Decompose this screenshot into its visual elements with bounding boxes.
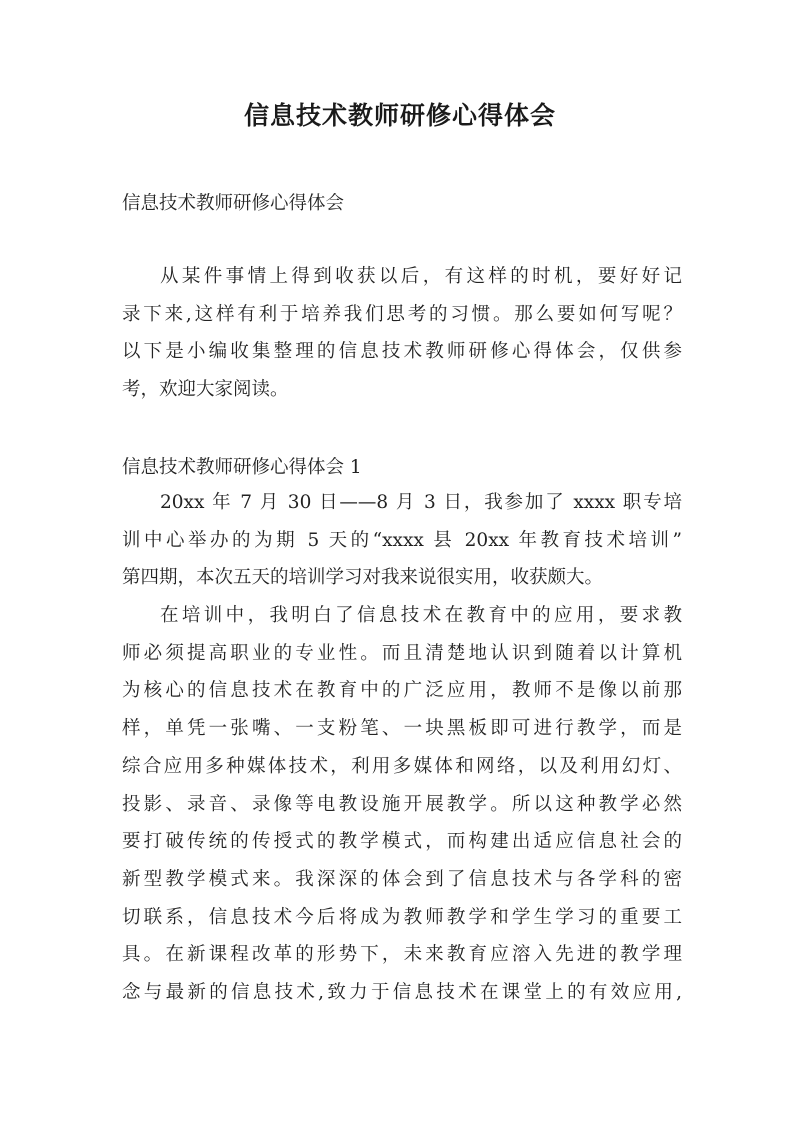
- section-body: [122, 484, 682, 1012]
- paragraph-line: 念与最新的信息技术,致力于信息技术在课堂上的有效应用,: [122, 981, 682, 1003]
- paragraph-2: [122, 597, 682, 1012]
- paragraph-line: 样，单凭一张嘴、一支粉笔、一块黑板即可进行教学，而是: [122, 718, 682, 740]
- paragraph-line: 具。在新课程改革的形势下，未来教育应溶入先进的教学理: [122, 944, 682, 966]
- intro-paragraph: [122, 258, 682, 409]
- paragraph-line: 训中心举办的为期 5 天的“xxxx 县 20xx 年教育技术培训”: [122, 529, 682, 551]
- paragraph-line: 投影、录音、录像等电教设施开展教学。所以这种教学必然: [122, 793, 682, 815]
- paragraph-line: 第四期，本次五天的培训学习对我来说很实用，收获颇大。: [122, 567, 604, 589]
- paragraph-line: 师必须提高职业的专业性。而且清楚地认识到随着以计算机: [122, 642, 682, 664]
- paragraph-line: 为核心的信息技术在教育中的广泛应用，教师不是像以前那: [122, 680, 682, 702]
- intro-line: 考，欢迎大家阅读。: [122, 379, 289, 401]
- intro-line: 录下来,这样有利于培养我们思考的习惯。那么要如何写呢？: [122, 303, 682, 325]
- intro-line: 从某件事情上得到收获以后，有这样的时机，要好好记: [160, 266, 682, 287]
- document-subtitle: 信息技术教师研修心得体会: [122, 193, 345, 214]
- section-heading: 信息技术教师研修心得体会 1: [122, 457, 362, 478]
- paragraph-line: 20xx 年 7 月 30 日——8 月 3 日，我参加了 xxxx 职专培: [160, 492, 682, 513]
- paragraph-line: 综合应用多种媒体技术，利用多媒体和网络，以及利用幻灯、: [122, 755, 682, 777]
- paragraph-line: 切联系，信息技术今后将成为教师教学和学生学习的重要工: [122, 906, 682, 928]
- document-title: 信息技术教师研修心得体会: [243, 101, 556, 130]
- paragraph-line: 要打破传统的传授式的教学模式，而构建出适应信息社会的: [122, 831, 682, 853]
- paragraph-1: [122, 484, 682, 597]
- intro-line: 以下是小编收集整理的信息技术教师研修心得体会，仅供参: [122, 341, 682, 363]
- paragraph-line: 在培训中，我明白了信息技术在教育中的应用，要求教: [160, 605, 682, 627]
- paragraph-line: 新型教学模式来。我深深的体会到了信息技术与各学科的密: [122, 868, 682, 890]
